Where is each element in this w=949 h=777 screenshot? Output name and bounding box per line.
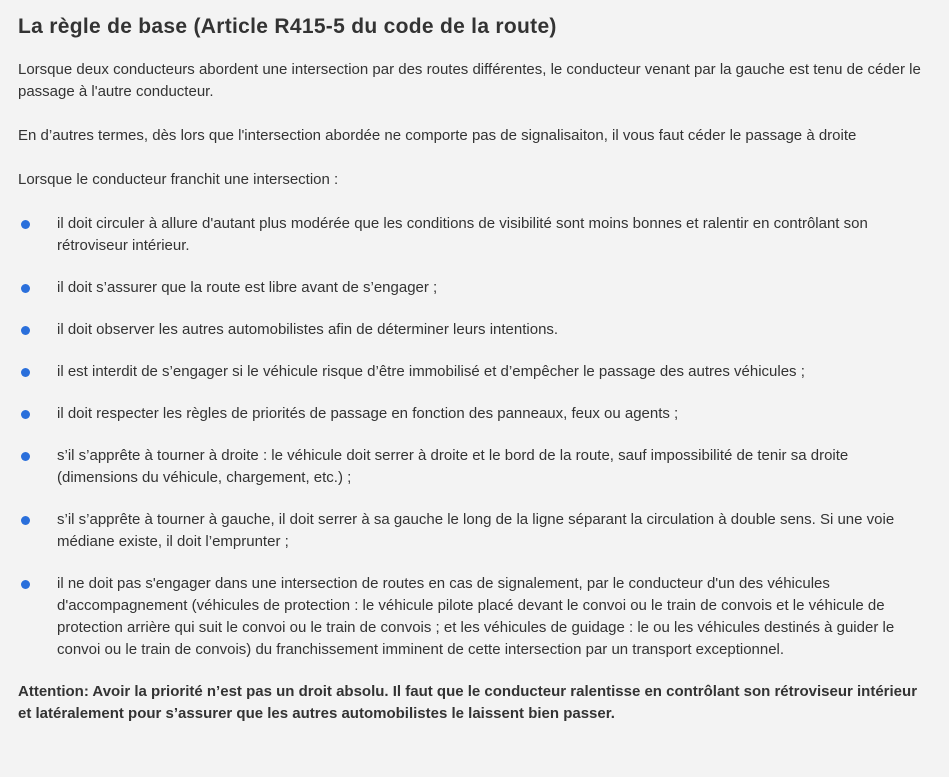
list-item	[18, 573, 933, 661]
bullet-icon	[21, 220, 30, 229]
list-item	[18, 509, 933, 553]
list-item-text: s’il s’apprête à tourner à droite : le véhicule doit serrer à droite et le bord de la route, sauf impossibilité de tenir sa droite (dimensions du véhicule, chargement, etc.) ;	[57, 447, 849, 486]
list-item	[18, 403, 933, 425]
list-item-text: il doit s’assurer que la route est libre avant de s’engager ;	[57, 279, 438, 296]
list-item-text: il doit observer les autres automobilistes afin de déterminer leurs intentions.	[57, 321, 559, 338]
rules-list	[18, 213, 933, 661]
bullet-icon	[21, 410, 30, 419]
list-item-text: s’il s’apprête à tourner à gauche, il doit serrer à sa gauche le long de la ligne séparant la circulation à double sens. Si une voie médiane existe, il doit l’emprunter ;	[57, 511, 895, 550]
list-item-text: il doit respecter les règles de priorités de passage en fonction des panneaux, feux ou agents ;	[57, 405, 679, 422]
bullet-icon	[21, 326, 30, 335]
list-item	[18, 445, 933, 489]
section-title: La règle de base (Article R415-5 du code de la route)	[18, 15, 557, 38]
paragraph: En d’autres termes, dès lors que l'intersection abordée ne comporte pas de signalisaiton, il vous faut céder le passage à droite	[18, 127, 857, 144]
bullet-icon	[21, 452, 30, 461]
bullet-icon	[21, 284, 30, 293]
attention-note: Attention: Avoir la priorité n’est pas un droit absolu. Il faut que le conducteur ralentisse en contrôlant son rétroviseur intérieur et latéralement pour s’assurer que les autres automobilistes le laissent bien passer.	[18, 683, 918, 722]
list-item	[18, 277, 933, 299]
list-item-text: il doit circuler à allure d'autant plus modérée que les conditions de visibilité sont moins bonnes et ralentir en contrôlant son rétroviseur intérieur.	[57, 215, 868, 254]
list-item-text: il ne doit pas s'engager dans une intersection de routes en cas de signalement, par le conducteur d'un des véhicules d'accompagnement (véhicules de protection : le véhicule pilote placé devant le convoi ou le train de convois et le véhicule de protection arrière qui suit le convoi ou le train de convois ; et les véhicules de guidage : le ou les véhicules destinés à guider le convoi ou le train de convois) du franchissement imminent de cette intersection par un transport exceptionnel.	[57, 575, 895, 658]
list-item	[18, 361, 933, 383]
bullet-icon	[21, 516, 30, 525]
paragraph: Lorsque le conducteur franchit une intersection :	[18, 171, 339, 188]
paragraph: Lorsque deux conducteurs abordent une intersection par des routes différentes, le conducteur venant par la gauche est tenu de céder le passage à l'autre conducteur.	[18, 61, 921, 100]
list-item	[18, 319, 933, 341]
list-item-text: il est interdit de s’engager si le véhicule risque d’être immobilisé et d’empêcher le passage des autres véhicules ;	[57, 363, 805, 380]
bullet-icon	[21, 580, 30, 589]
bullet-icon	[21, 368, 30, 377]
list-item	[18, 213, 933, 257]
